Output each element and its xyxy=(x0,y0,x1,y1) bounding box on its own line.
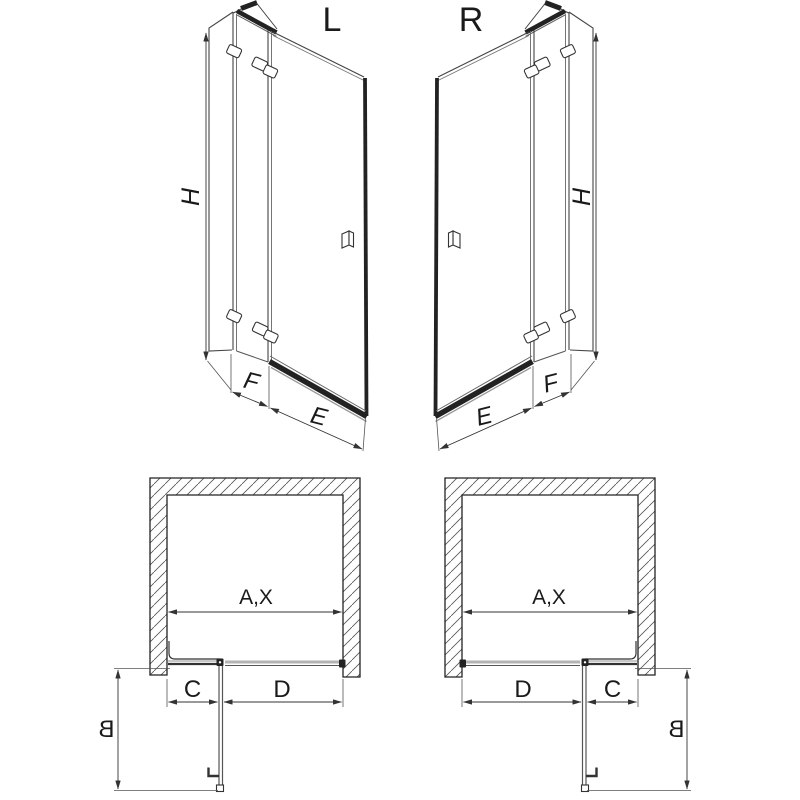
perspective-left-drawing xyxy=(177,1,367,451)
plan-right-drawing xyxy=(445,478,691,792)
fixed-panel-width-label-right: C xyxy=(603,676,622,703)
door-width-label-left: D xyxy=(273,676,291,703)
swing-depth-label-left: B xyxy=(98,716,115,743)
plan-left-drawing xyxy=(98,478,360,792)
door-width-label-right: D xyxy=(514,676,532,703)
perspective-right-drawing xyxy=(435,1,596,451)
fixed-panel-width-label-left: C xyxy=(183,676,202,703)
door-dimension-label-left: E xyxy=(307,401,330,432)
plan-left-walls xyxy=(150,478,360,677)
height-dimension-label-right: H xyxy=(568,187,596,207)
fixed-panel-dimension-label-left: F xyxy=(240,366,262,397)
swing-depth-label-right: B xyxy=(668,716,685,743)
height-dimension-label-left: H xyxy=(177,187,205,207)
variant-label-left: L xyxy=(322,1,342,39)
opening-width-label-left: A,X xyxy=(239,586,273,609)
plan-right-walls xyxy=(445,478,655,677)
fixed-panel-dimension-label-right: F xyxy=(540,368,562,399)
door-dimension-label-right: E xyxy=(473,401,496,432)
variant-label-right: R xyxy=(458,1,484,39)
opening-width-label-right: A,X xyxy=(532,586,566,609)
